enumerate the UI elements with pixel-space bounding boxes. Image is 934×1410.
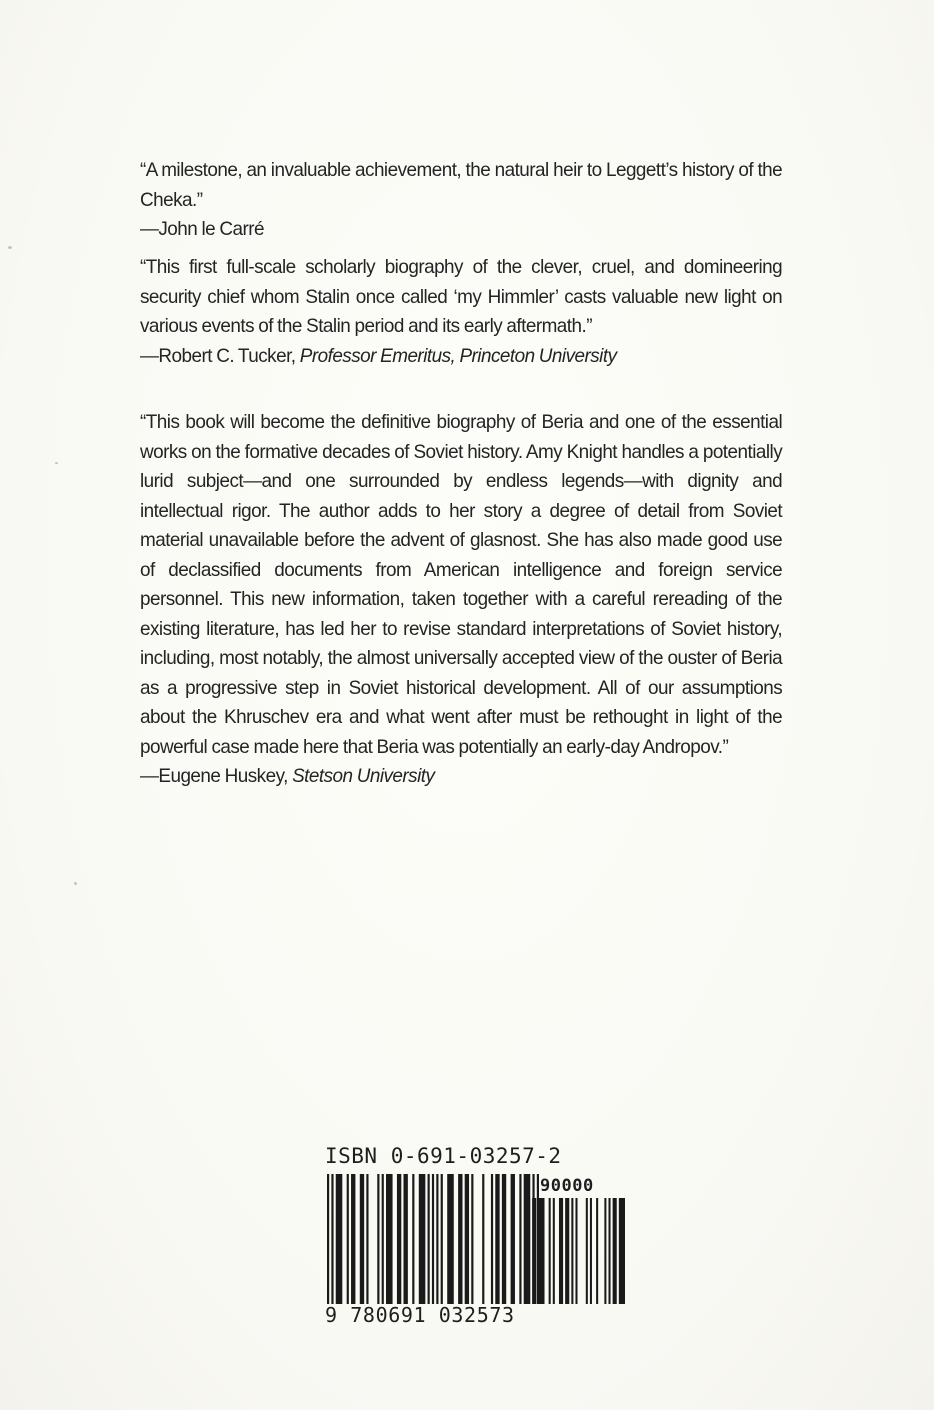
attribution-title: Stetson University xyxy=(292,765,435,787)
barcode-bar xyxy=(613,1198,617,1304)
barcode-bar xyxy=(327,1174,329,1304)
barcode-bar xyxy=(351,1174,355,1304)
barcode-bar xyxy=(608,1198,610,1304)
barcode-bar xyxy=(336,1174,343,1304)
barcode-bar xyxy=(331,1174,333,1304)
barcode-bar xyxy=(428,1174,430,1304)
barcode-bar xyxy=(571,1198,573,1304)
paper-speck xyxy=(74,882,77,885)
ean13-barcode xyxy=(327,1174,539,1304)
isbn-barcode-block xyxy=(325,1144,625,1334)
barcode-bar xyxy=(360,1174,364,1304)
ean-digits: 9 780691 032573 xyxy=(325,1303,515,1327)
barcode-bar xyxy=(382,1174,384,1304)
attribution-name: —Eugene Huskey, xyxy=(140,765,293,787)
barcode-bar xyxy=(565,1198,569,1304)
barcode-bar xyxy=(412,1174,414,1304)
barcode-bar xyxy=(553,1198,555,1304)
blurb-quote: “This first full-scale scholarly biography of the clever, cruel, and domineering security chief whom Stalin once called ‘my Himmler’ casts valuable new light on various events of the Stalin period and its early aftermath.” xyxy=(140,256,783,337)
paper-speck xyxy=(8,246,12,249)
blurb-quote: “This book will become the definitive biography of Beria and one of the essential works on the formative decades of Soviet history. Amy Knight handles a potentially lurid subject—and one surrounded by endless legends—with dignity and intellectual rigor. The author adds to her story a degree of detail from Soviet material unavailable before the advent of glasnost. She has also made good use of declassified documents from American intelligence and foreign service personnel. This new information, taken together with a careful rereading of the existing literature, has led her to revise standard interpretations of Soviet history, including, most notably, the almost universally accepted view of the ouster of Beria as a progressive step in Soviet historical development. All of our assumptions about the Khruschev era and what went after must be rethought in light of the powerful case made here that Beria was potentially an early-day Andropov.” xyxy=(140,411,783,758)
barcode-bar xyxy=(397,1174,401,1304)
paper-speck xyxy=(55,462,58,464)
barcode-bar xyxy=(403,1174,407,1304)
barcode-bar xyxy=(528,1198,530,1304)
review-blurb xyxy=(140,156,782,245)
barcode-bar xyxy=(436,1174,438,1304)
barcode-bar xyxy=(619,1198,625,1304)
barcode-bar xyxy=(471,1174,473,1304)
review-blurb xyxy=(140,408,782,792)
barcode-bar xyxy=(495,1174,499,1304)
barcode-bar xyxy=(458,1174,462,1304)
review-blurb xyxy=(140,253,782,371)
barcode-bar xyxy=(482,1174,484,1304)
barcode-bar xyxy=(347,1174,349,1304)
barcode-bar xyxy=(377,1174,379,1304)
barcode-bar xyxy=(441,1174,443,1304)
attribution-name: —Robert C. Tucker, xyxy=(140,344,300,367)
barcode-bar xyxy=(432,1174,434,1304)
price-addon-label: 90000 xyxy=(540,1176,594,1196)
barcode-bar xyxy=(596,1198,598,1304)
barcode-bar xyxy=(519,1174,521,1304)
barcode-bar xyxy=(447,1174,454,1304)
blurb-quote: “A milestone, an invaluable achievement, the natural heir to Leggett’s history of the Cheka.” xyxy=(140,159,783,211)
barcode-bar xyxy=(559,1198,563,1304)
barcode-bar xyxy=(491,1174,493,1304)
barcode-bar xyxy=(532,1198,536,1304)
attribution-title: Professor Emeritus, Princeton University xyxy=(299,344,617,367)
barcode-bar xyxy=(366,1174,368,1304)
blurb-attribution xyxy=(140,342,782,372)
blurb-attribution xyxy=(140,762,782,792)
barcode-bar xyxy=(604,1198,606,1304)
barcode-bar xyxy=(575,1198,577,1304)
barcode-bar xyxy=(386,1174,393,1304)
barcode-bar xyxy=(511,1174,515,1304)
barcode-bar xyxy=(590,1198,592,1304)
barcode-bar xyxy=(465,1174,469,1304)
price-addon-barcode xyxy=(528,1198,625,1304)
barcode-bar xyxy=(586,1198,588,1304)
attribution-name: —John le Carré xyxy=(140,218,265,240)
barcode-bar xyxy=(419,1174,426,1304)
barcode-bar xyxy=(538,1198,544,1304)
isbn-label: ISBN 0-691-03257-2 xyxy=(325,1144,562,1168)
barcode-bar xyxy=(502,1174,506,1304)
blurb-attribution xyxy=(140,215,782,245)
barcode-bar xyxy=(549,1198,551,1304)
